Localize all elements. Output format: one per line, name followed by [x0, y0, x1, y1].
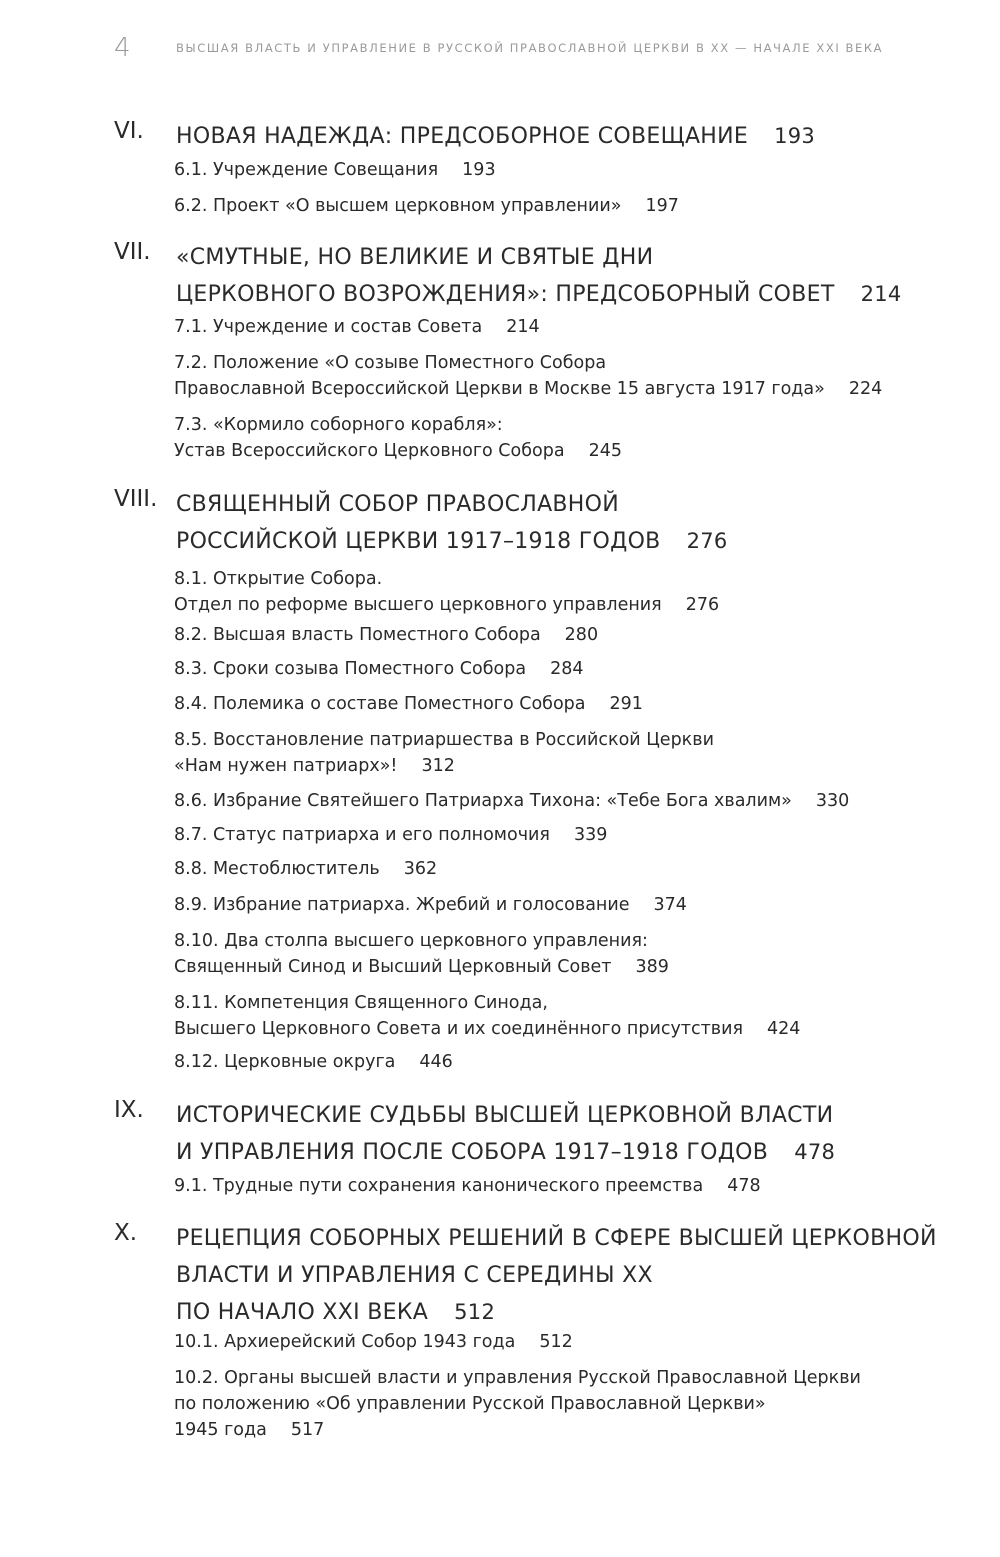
section-title-line: 6.1. Учреждение Совещания 193: [174, 160, 496, 180]
section-title-line: 7.1. Учреждение и состав Совета 214: [174, 317, 540, 337]
running-title: ВЫСШАЯ ВЛАСТЬ И УПРАВЛЕНИЕ В РУССКОЙ ПРАВОСЛАВНОЙ ЦЕРКВИ В XX — НАЧАЛЕ XXI ВЕКА: [176, 41, 884, 55]
section-page-number: 512: [539, 1332, 573, 1352]
section-title-line: 8.6. Избрание Святейшего Патриарха Тихона: «Тебе Бога хвалим» 330: [174, 791, 850, 811]
section-page-number: 276: [685, 595, 720, 615]
toc-section: [174, 622, 598, 648]
section-title-line: 1945 года 517: [174, 1420, 325, 1440]
chapter-title: [176, 486, 728, 560]
section-title-line: 10.2. Органы высшей власти и управления Русской Православной Церкви: [174, 1368, 861, 1388]
chapter-title-line: ВЛАСТИ И УПРАВЛЕНИЯ С СЕРЕДИНЫ XX: [176, 1263, 653, 1288]
section-page-number: 389: [635, 957, 669, 977]
toc-section: [174, 656, 583, 682]
chapter-numeral: IX.: [114, 1097, 144, 1123]
page-number: 4: [114, 33, 131, 63]
chapter-title-line: СВЯЩЕННЫЙ СОБОР ПРАВОСЛАВНОЙ: [176, 492, 620, 517]
chapter-title-line: И УПРАВЛЕНИЯ ПОСЛЕ СОБОРА 1917–1918 ГОДОВ 478: [176, 1140, 836, 1165]
section-title-line: 8.5. Восстановление патриаршества в Российской Церкви: [174, 730, 714, 750]
section-page-number: 291: [609, 694, 643, 714]
toc-section: [174, 856, 437, 882]
toc-section: [174, 1173, 761, 1199]
toc-section: [174, 822, 607, 848]
chapter-page-number: 193: [774, 124, 816, 148]
toc-section: [174, 727, 714, 779]
toc-section: [174, 788, 849, 814]
toc-section: [174, 928, 669, 980]
toc-section: [174, 157, 496, 183]
toc-section: [174, 350, 882, 402]
section-page-number: 197: [645, 196, 679, 216]
chapter-title-line: ПО НАЧАЛО XXI ВЕКА 512: [176, 1300, 496, 1325]
section-title-line: 8.4. Полемика о составе Поместного Собора 291: [174, 694, 643, 714]
chapter-title-line: ЦЕРКОВНОГО ВОЗРОЖДЕНИЯ»: ПРЕДСОБОРНЫЙ СОВЕТ 214: [176, 282, 902, 307]
section-title-line: 6.2. Проект «О высшем церковном управлении» 197: [174, 196, 679, 216]
chapter-title-line: ИСТОРИЧЕСКИЕ СУДЬБЫ ВЫСШЕЙ ЦЕРКОВНОЙ ВЛАСТИ: [176, 1103, 834, 1128]
section-page-number: 284: [550, 659, 584, 679]
section-title-line: по положению «Об управлении Русской Православной Церкви»: [174, 1394, 766, 1414]
section-page-number: 312: [421, 756, 455, 776]
chapter-title-line: «СМУТНЫЕ, НО ВЕЛИКИЕ И СВЯТЫЕ ДНИ: [176, 245, 654, 270]
chapter-page-number: 478: [794, 1140, 836, 1164]
toc-section: [174, 566, 719, 618]
section-page-number: 362: [403, 859, 438, 879]
section-title-line: 8.7. Статус патриарха и его полномочия 339: [174, 825, 608, 845]
section-title-line: «Нам нужен патриарх»! 312: [174, 756, 455, 776]
section-title-line: Устав Всероссийского Церковного Собора 245: [174, 441, 622, 461]
chapter-page-number: 214: [860, 282, 902, 306]
section-title-line: 8.12. Церковные округа 446: [174, 1052, 453, 1072]
section-title-line: 8.11. Компетенция Священного Синода,: [174, 993, 548, 1013]
section-title-line: 10.1. Архиерейский Собор 1943 года 512: [174, 1332, 573, 1352]
section-title-line: 9.1. Трудные пути сохранения канонического преемства 478: [174, 1176, 761, 1196]
section-page-number: 224: [848, 379, 883, 399]
chapter-title-line: НОВАЯ НАДЕЖДА: ПРЕДСОБОРНОЕ СОВЕЩАНИЕ 193: [176, 124, 816, 149]
chapter-numeral: VIII.: [114, 486, 158, 512]
section-page-number: 280: [564, 625, 599, 645]
section-title-line: 8.2. Высшая власть Поместного Собора 280: [174, 625, 599, 645]
chapter-title: [176, 239, 902, 313]
section-page-number: 214: [506, 317, 540, 337]
chapter-numeral: VII.: [114, 239, 151, 265]
toc-section: [174, 1049, 453, 1075]
chapter-page-number: 512: [454, 1300, 496, 1324]
section-page-number: 330: [815, 791, 850, 811]
toc-section: [174, 990, 800, 1042]
section-title-line: 8.8. Местоблюститель 362: [174, 859, 438, 879]
section-page-number: 193: [462, 160, 496, 180]
chapter-title: [176, 1097, 835, 1171]
section-title-line: Высшего Церковного Совета и их соединённого присутствия 424: [174, 1019, 801, 1039]
section-title-line: 8.10. Два столпа высшего церковного управления:: [174, 931, 648, 951]
section-title-line: Отдел по реформе высшего церковного управления 276: [174, 595, 720, 615]
chapter-title: [176, 118, 815, 155]
toc-section: [174, 314, 540, 340]
chapter-numeral: VI.: [114, 118, 144, 144]
section-title-line: 8.9. Избрание патриарха. Жребий и голосование 374: [174, 895, 687, 915]
toc-section: [174, 1365, 861, 1443]
toc-section: [174, 193, 679, 219]
chapter-page-number: 276: [686, 529, 728, 553]
section-page-number: 424: [767, 1019, 801, 1039]
chapter-title-line: РЕЦЕПЦИЯ СОБОРНЫХ РЕШЕНИЙ В СФЕРЕ ВЫСШЕЙ ЦЕРКОВНОЙ: [176, 1226, 937, 1251]
toc-section: [174, 412, 622, 464]
chapter-title-line: РОССИЙСКОЙ ЦЕРКВИ 1917–1918 ГОДОВ 276: [176, 529, 728, 554]
section-page-number: 339: [573, 825, 608, 845]
section-title-line: 7.3. «Кормило соборного корабля»:: [174, 415, 503, 435]
section-page-number: 446: [419, 1052, 453, 1072]
section-page-number: 374: [653, 895, 687, 915]
section-title-line: 8.3. Сроки созыва Поместного Собора 284: [174, 659, 584, 679]
toc-section: [174, 1329, 573, 1355]
section-page-number: 478: [727, 1176, 761, 1196]
section-title-line: 7.2. Положение «О созыве Поместного Собора: [174, 353, 607, 373]
section-title-line: Священный Синод и Высший Церковный Совет 389: [174, 957, 669, 977]
section-page-number: 245: [588, 441, 622, 461]
section-title-line: Православной Всероссийской Церкви в Москве 15 августа 1917 года» 224: [174, 379, 883, 399]
chapter-numeral: X.: [114, 1220, 138, 1246]
section-title-line: 8.1. Открытие Собора.: [174, 569, 383, 589]
chapter-title: [176, 1220, 937, 1331]
toc-section: [174, 691, 643, 717]
toc-section: [174, 892, 687, 918]
section-page-number: 517: [290, 1420, 325, 1440]
